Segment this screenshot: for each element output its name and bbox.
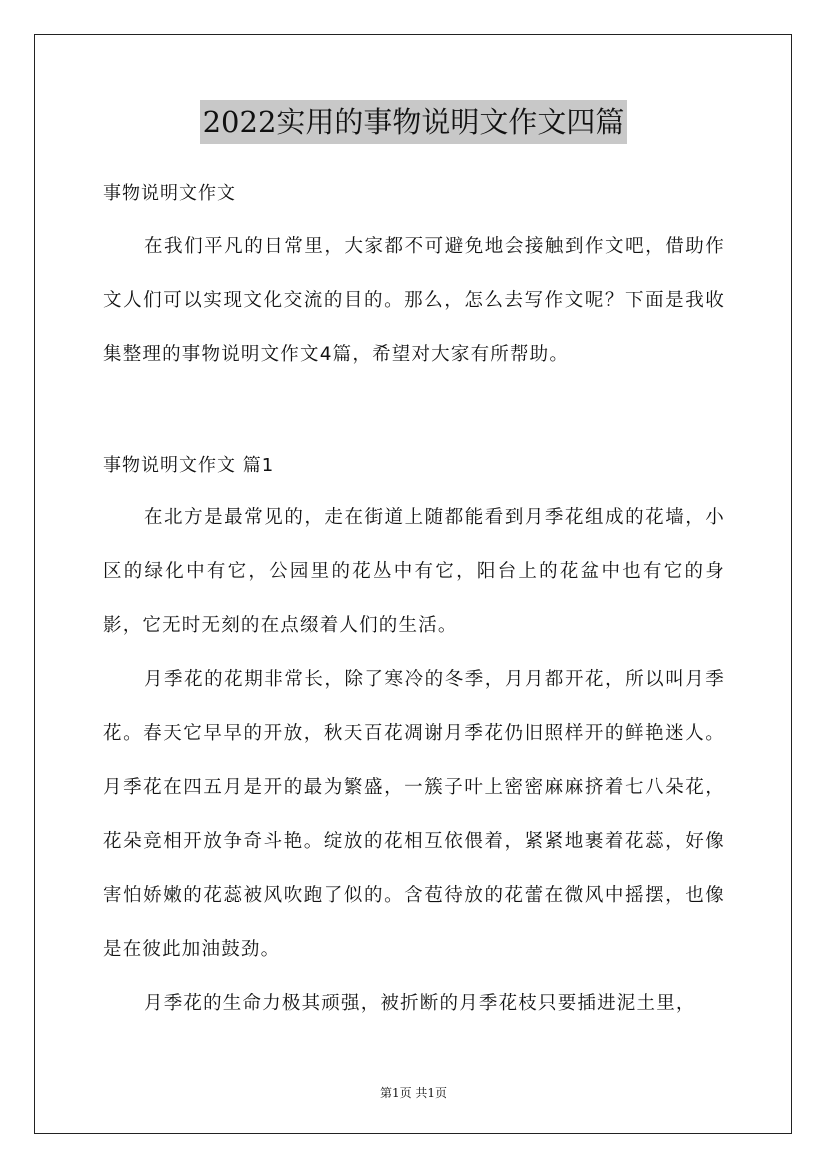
title-container (0, 100, 827, 144)
document-title: 2022实用的事物说明文作文四篇 (200, 100, 628, 144)
section-heading: 事物说明文作文 (103, 183, 236, 204)
page-footer: 第1页 共1页 (379, 1086, 448, 1100)
article-paragraph-3: 月季花的生命力极其顽强，被折断的月季花枝只要插进泥土里， (144, 993, 696, 1014)
article-paragraph-1: 在北方是最常见的，走在街道上随都能看到月季花组成的花墙，小区的绿化中有它，公园里的花丛中有它，阳台上的花盆中也有它的身影，它无时无刻的在点缀着人们的生活。 (103, 507, 725, 636)
article-paragraph-2: 月季花的花期非常长，除了寒冷的冬季，月月都开花，所以叫月季花。春天它早早的开放，秋天百花凋谢月季花仍旧照样开的鲜艳迷人。月季花在四五月是开的最为繁盛，一簇子叶上密密麻麻挤着七八朵花，花朵竞相开放争奇斗艳。绽放的花相互依偎着，紧紧地裹着花蕊，好像害怕娇嫩的花蕊被风吹跑了似的。含苞待放的花蕾在微风中摇摆，也像是在彼此加油鼓劲。 (103, 669, 725, 960)
article-heading: 事物说明文作文 篇1 (103, 455, 275, 476)
intro-paragraph: 在我们平凡的日常里，大家都不可避免地会接触到作文吧，借助作文人们可以实现文化交流的目的。那么，怎么去写作文呢？下面是我收集整理的事物说明文作文4篇，希望对大家有所帮助。 (103, 236, 725, 365)
